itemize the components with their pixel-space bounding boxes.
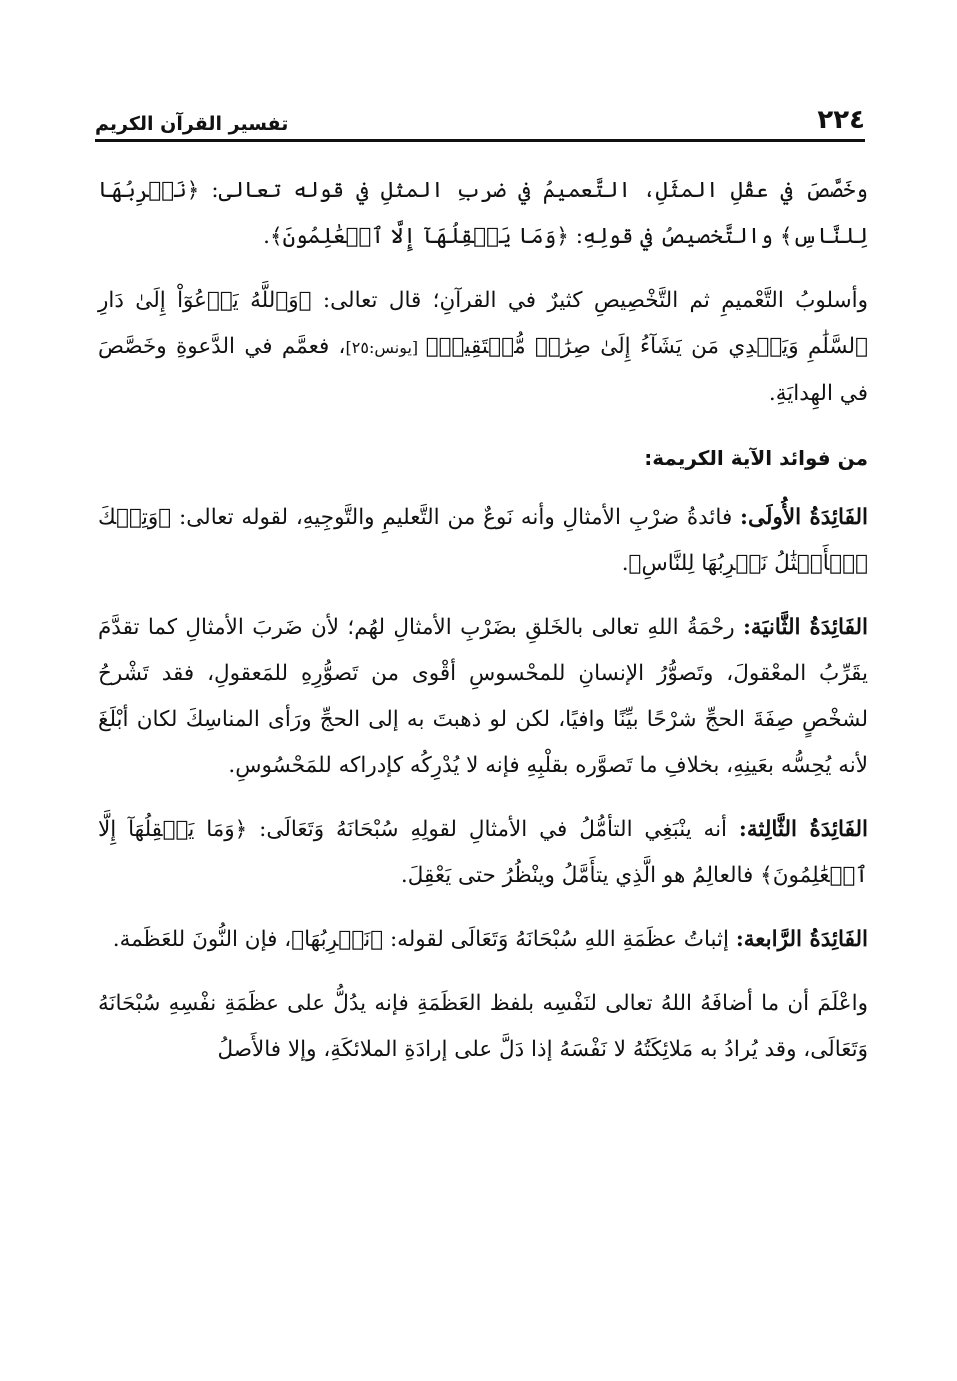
benefit-label: الفَائِدَةُ الرَّابعة: — [735, 927, 868, 952]
quran-verse: ﴿وَمَا يَعۡقِلُهَآ إِلَّا ٱلۡعَٰلِمُونَ﴾ — [98, 817, 868, 888]
text-segment: فالعالِمُ هو الَّذِي يتأَمَّلُ وينْظُرُ حتى يَعْقِلَ. — [400, 863, 761, 888]
verse-reference: [يونس:٢٥] — [345, 338, 426, 357]
quran-verse: ﴿نَضۡرِبُهَا لِلنَّاسِ﴾ — [98, 178, 868, 249]
section-heading: من فوائد الآية الكريمة: — [644, 446, 868, 470]
paragraph — [98, 981, 868, 1073]
text-segment: إثباتُ عظَمَةِ اللهِ سُبْحَانَهُ وَتَعَالَى لقوله: — [383, 927, 736, 952]
page-header — [95, 98, 865, 142]
text-segment: . — [621, 551, 629, 576]
running-title: تفسير القرآن الكريم — [95, 113, 289, 135]
benefit-label: الفَائِدَةُ الثَّانيَة: — [742, 615, 868, 640]
quran-verse: ﴿نَضۡرِبُهَا﴾ — [291, 927, 384, 952]
text-segment: رحْمَةُ اللهِ تعالى بالخَلقِ بضَرْبِ الأمثالِ لهُم؛ لأن ضَربَ الأمثالِ كما تقدَّمَ يقَرِّبُ المعْقولَ، وتَصوُّرُ الإنسانِ للمحْسوسِ أقْوى من تَصوُّرِهِ للمَعقولِ، فقد تَشْرحُ لشخْصٍ صِفَةَ الحجِّ شرْحًا بيِّنًا وافيًا، لكن لو ذهبتَ به إلى الحجِّ ورَأى المناسِكَ لكان أبْلَغَ لأنه يُحِسُّه بعَينِهِ، بخلافِ ما تَصوَّره بقلْبِهِ فإنه لا يُدْرِكُه كإدراكه للمَحْسُوسِ. — [98, 615, 868, 778]
text-segment: أنه ينْبَغِي التأمُّلُ في الأمثالِ لقولِهِ سُبْحَانَهُ وَتَعَالَى: — [247, 817, 739, 842]
text-segment: والتَّخصيصُ في قولِهِ: — [568, 224, 780, 249]
text-segment: ، فإن النُّونَ للعَظَمة. — [112, 927, 292, 952]
paragraph — [98, 605, 868, 789]
text-segment: . — [263, 224, 270, 249]
text-segment: واعْلَمَ أن ما أضافَهُ اللهُ تعالى لنَفْسِه بلفظ العَظَمَةِ فإنه يدُلُّ على عظَمَةِ نفْسِهِ سُبْحَانَهُ وَتَعَالَى، وقد يُرادُ به مَلائِكَتُهُ لا نَفْسَهُ إذا دَلَّ على إرادَةِ الملائكَةِ، وإلا فالأَصلُ — [98, 991, 868, 1062]
quran-verse: ﴿وَمَا يَعۡقِلُهَآ إِلَّا ٱلۡعَٰلِمُونَ﴾ — [269, 224, 569, 249]
paragraph — [98, 278, 868, 417]
paragraph — [98, 495, 868, 587]
text-segment: وخَصَّصَ في عقْلِ المثَلِ، التَّعميمُ في ضربِ المثلِ في قوله تعالى: — [199, 178, 868, 203]
quran-verse: ﴿وَتِلۡكَ ٱلۡأَمۡثَٰلُ نَضۡرِبُهَا لِلنَّاسِ﴾ — [98, 505, 868, 576]
quran-verse: ﴿وَٱللَّهُ يَدۡعُوٓاْ إِلَىٰ دَارِ ٱلسَّلَٰمِ وَيَهۡدِي مَن يَشَآءُ إِلَىٰ صِرَٰطٖ مُّسۡتَقِيمٖ﴾ — [98, 288, 869, 359]
paragraph — [98, 807, 868, 899]
text-segment: وأسلوبُ التَّعْميمِ ثم التَّخْصِيصِ كثيرٌ في القرآنِ؛ قال تعالى: — [311, 288, 868, 313]
benefit-label: الفَائِدَةُ الأُولَى: — [740, 505, 868, 530]
paragraph — [98, 917, 868, 963]
text-segment: ، فعمَّم في الدَّعوةِ وخَصَّصَ في الهِدايَةِ. — [98, 334, 868, 406]
benefit-label: الفَائِدَةُ الثَّالِثة: — [738, 817, 868, 842]
page-number: ٢٢٤ — [817, 105, 865, 135]
paragraph — [98, 168, 868, 260]
text-segment: فائدةُ ضرْبِ الأمثالِ وأنه نَوعٌ من التَّعليمِ والتَّوجِيهِ، لقوله تعالى: — [171, 505, 741, 530]
body-text — [98, 168, 868, 1091]
